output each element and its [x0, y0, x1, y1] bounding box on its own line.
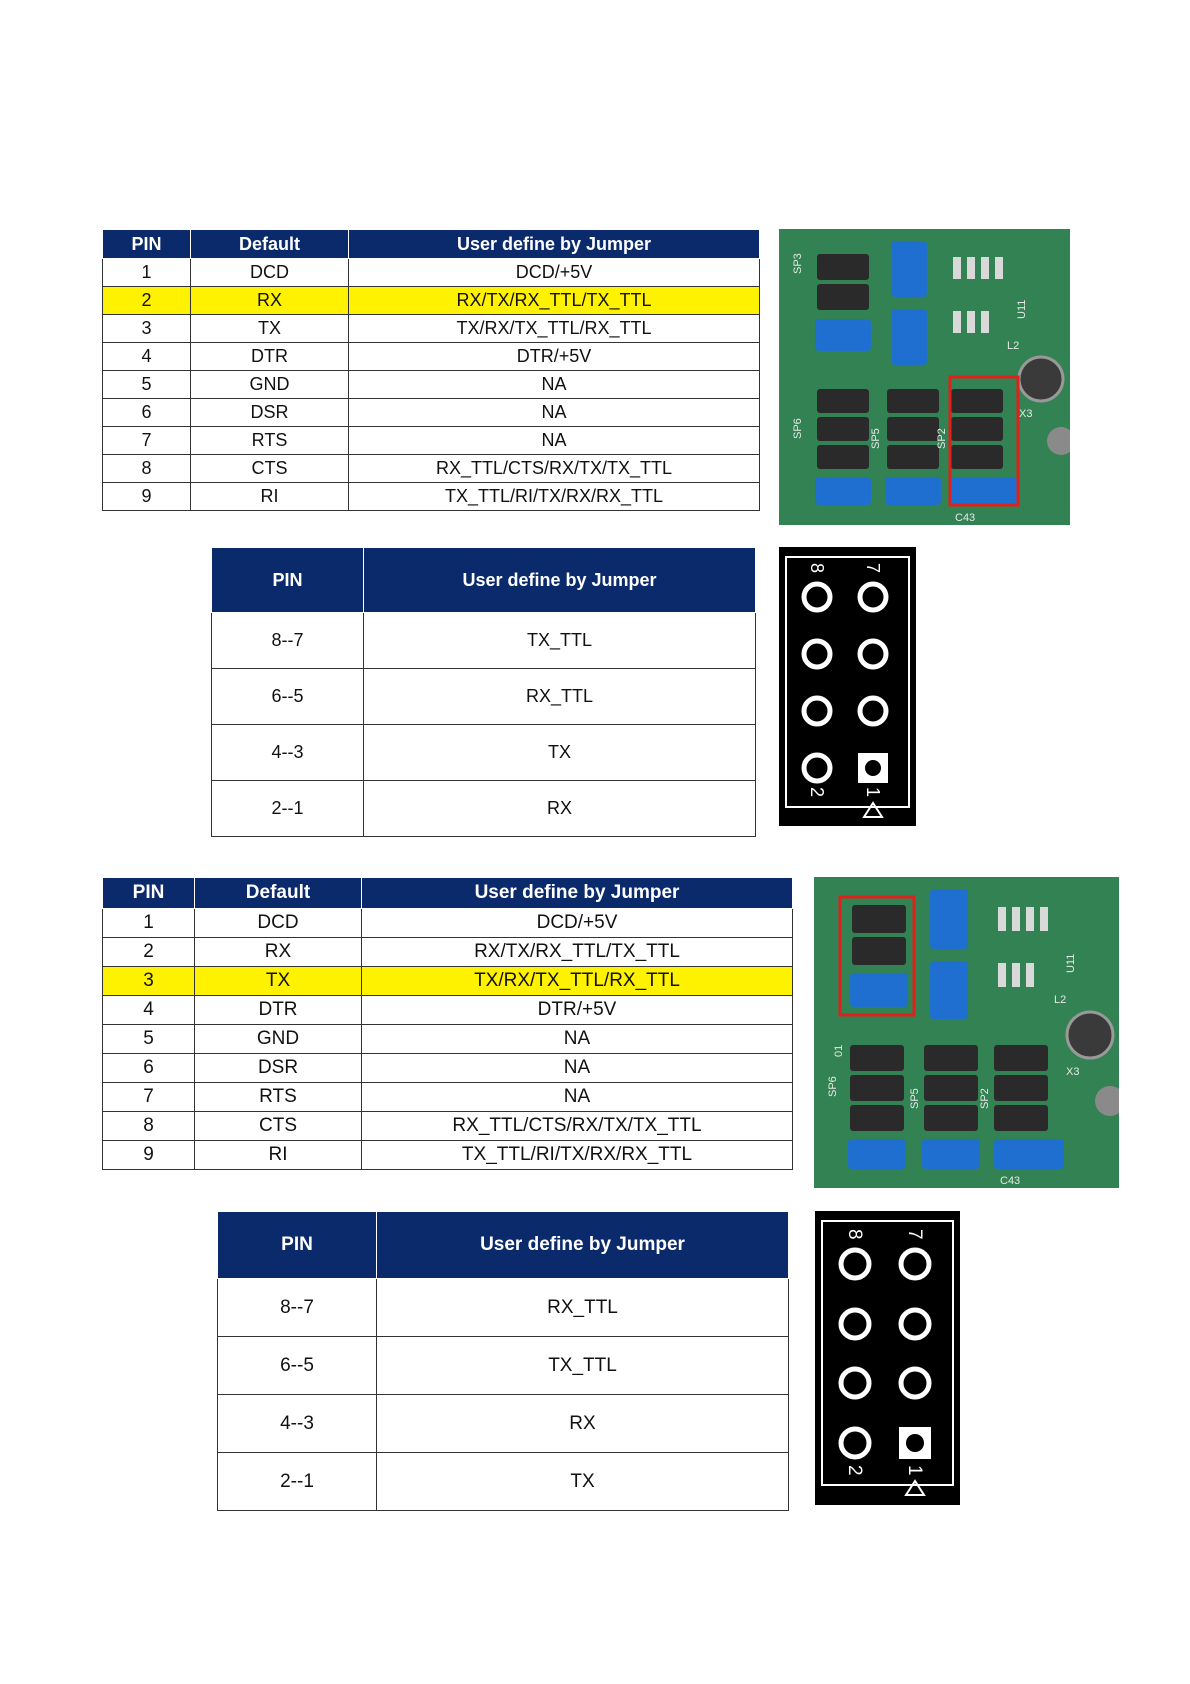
label-01: 01: [833, 1044, 845, 1057]
cell-user: DCD/+5V: [349, 259, 760, 287]
table-row: [103, 399, 760, 427]
cell-user: DTR/+5V: [362, 996, 793, 1025]
cell-pin: 6: [103, 399, 191, 427]
cell-user: DCD/+5V: [362, 909, 793, 938]
cell-user: RX/TX/RX_TTL/TX_TTL: [362, 938, 793, 967]
cell-user: RX_TTL: [377, 1279, 789, 1337]
table-row: [218, 1279, 789, 1337]
table-row: [103, 483, 760, 511]
header-pin: PIN: [103, 878, 195, 909]
cell-user: RX/TX/RX_TTL/TX_TTL: [349, 287, 760, 315]
header-default: Default: [191, 230, 349, 259]
header-user-define: User define by Jumper: [349, 230, 760, 259]
table-row: [218, 1395, 789, 1453]
cell-user: TX_TTL: [364, 613, 756, 669]
cell-default: DTR: [195, 996, 362, 1025]
label-sp2: SP2: [936, 428, 948, 449]
table-header-row: [103, 878, 793, 909]
cell-default: DSR: [191, 399, 349, 427]
cell-user: TX: [364, 725, 756, 781]
label-l2: L2: [1054, 994, 1067, 1006]
cell-pin: 3: [103, 967, 195, 996]
cell-pin: 2--1: [218, 1453, 377, 1511]
cell-pin: 4--3: [212, 725, 364, 781]
cell-user: RX: [377, 1395, 789, 1453]
label-x3: X3: [1066, 1066, 1080, 1078]
table-header-row: [218, 1212, 789, 1279]
table-row: [103, 1025, 793, 1054]
header-user-define: User define by Jumper: [362, 878, 793, 909]
cell-user: TX_TTL/RI/TX/RX/RX_TTL: [362, 1141, 793, 1170]
cell-pin: 2: [103, 287, 191, 315]
table-row: [218, 1337, 789, 1395]
cell-user: TX_TTL/RI/TX/RX/RX_TTL: [349, 483, 760, 511]
table-header-row: [212, 548, 756, 613]
cell-default: RTS: [191, 427, 349, 455]
header-pin: PIN: [218, 1212, 377, 1279]
cell-pin: 8--7: [212, 613, 364, 669]
table-row-highlighted: [103, 967, 793, 996]
cell-default: GND: [195, 1025, 362, 1054]
cell-pin: 4: [103, 996, 195, 1025]
cell-pin: 4: [103, 343, 191, 371]
table-header-row: [103, 230, 760, 259]
label-u11: U11: [1016, 299, 1028, 319]
pin-label-1: 1: [904, 1465, 925, 1476]
cell-default: RX: [191, 287, 349, 315]
cell-pin: 1: [103, 909, 195, 938]
label-x3: X3: [1019, 408, 1033, 420]
cell-default: TX: [195, 967, 362, 996]
pcb-photo-tx: [814, 877, 1119, 1188]
cell-pin: 4--3: [218, 1395, 377, 1453]
cell-user: RX_TTL/CTS/RX/TX/TX_TTL: [349, 455, 760, 483]
pinout-diagram-tx: [815, 1211, 960, 1505]
jumper-table-rx: [211, 547, 756, 837]
label-c43: C43: [1000, 1175, 1021, 1187]
cell-pin: 6--5: [218, 1337, 377, 1395]
header-user-define: User define by Jumper: [364, 548, 756, 613]
label-sp5: SP5: [909, 1088, 921, 1109]
table-row: [212, 781, 756, 837]
cell-user: DTR/+5V: [349, 343, 760, 371]
cell-default: DSR: [195, 1054, 362, 1083]
label-c43: C43: [955, 512, 976, 524]
table-row-highlighted: [103, 287, 760, 315]
cell-pin: 9: [103, 483, 191, 511]
cell-pin: 8: [103, 455, 191, 483]
cell-user: NA: [349, 399, 760, 427]
cell-default: RI: [191, 483, 349, 511]
pin-table-rx: [102, 229, 760, 511]
cell-user: RX_TTL: [364, 669, 756, 725]
cell-default: DTR: [191, 343, 349, 371]
label-sp6: SP6: [792, 418, 804, 439]
cell-user: NA: [362, 1025, 793, 1054]
table-row: [103, 938, 793, 967]
header-pin: PIN: [103, 230, 191, 259]
cell-user: TX: [377, 1453, 789, 1511]
cell-default: GND: [191, 371, 349, 399]
cell-pin: 9: [103, 1141, 195, 1170]
cell-default: DCD: [195, 909, 362, 938]
cell-pin: 5: [103, 1025, 195, 1054]
cell-default: RTS: [195, 1083, 362, 1112]
table-row: [103, 909, 793, 938]
table-row: [103, 455, 760, 483]
cell-default: RI: [195, 1141, 362, 1170]
label-sp3: SP3: [792, 253, 804, 274]
cell-pin: 1: [103, 259, 191, 287]
table-row: [103, 427, 760, 455]
table-row: [212, 725, 756, 781]
cell-user: TX/RX/TX_TTL/RX_TTL: [349, 315, 760, 343]
cell-default: DCD: [191, 259, 349, 287]
table-row: [212, 669, 756, 725]
cell-default: TX: [191, 315, 349, 343]
pin-label-8: 8: [807, 563, 827, 574]
pin-label-7: 7: [904, 1229, 925, 1240]
label-sp5: SP5: [870, 428, 882, 449]
cell-default: CTS: [191, 455, 349, 483]
table-row: [103, 315, 760, 343]
cell-pin: 6--5: [212, 669, 364, 725]
table-row: [103, 343, 760, 371]
table-row: [218, 1453, 789, 1511]
pin-table-tx: [102, 877, 793, 1170]
table-row: [103, 996, 793, 1025]
cell-pin: 5: [103, 371, 191, 399]
cell-pin: 2--1: [212, 781, 364, 837]
header-user-define: User define by Jumper: [377, 1212, 789, 1279]
pin-label-8: 8: [844, 1229, 865, 1240]
cell-pin: 7: [103, 427, 191, 455]
table-row: [103, 1112, 793, 1141]
pin-label-2: 2: [807, 787, 827, 798]
cell-user: NA: [349, 427, 760, 455]
cell-pin: 8--7: [218, 1279, 377, 1337]
cell-user: TX/RX/TX_TTL/RX_TTL: [362, 967, 793, 996]
label-u11: U11: [1065, 953, 1077, 973]
header-default: Default: [195, 878, 362, 909]
cell-default: RX: [195, 938, 362, 967]
table-row: [103, 1083, 793, 1112]
cell-pin: 8: [103, 1112, 195, 1141]
cell-pin: 3: [103, 315, 191, 343]
cell-pin: 2: [103, 938, 195, 967]
cell-user: NA: [349, 371, 760, 399]
pin-label-2: 2: [844, 1465, 865, 1476]
cell-pin: 7: [103, 1083, 195, 1112]
cell-pin: 6: [103, 1054, 195, 1083]
cell-default: CTS: [195, 1112, 362, 1141]
table-row: [103, 259, 760, 287]
header-pin: PIN: [212, 548, 364, 613]
cell-user: RX_TTL/CTS/RX/TX/TX_TTL: [362, 1112, 793, 1141]
label-sp6: SP6: [827, 1076, 839, 1097]
table-row: [212, 613, 756, 669]
jumper-table-tx: [217, 1211, 789, 1511]
cell-user: NA: [362, 1054, 793, 1083]
table-row: [103, 1141, 793, 1170]
label-sp2: SP2: [979, 1088, 991, 1109]
cell-user: RX: [364, 781, 756, 837]
label-l2: L2: [1007, 340, 1020, 352]
cell-user: TX_TTL: [377, 1337, 789, 1395]
table-row: [103, 371, 760, 399]
pcb-photo-rx: [779, 229, 1070, 525]
pin-label-7: 7: [863, 563, 883, 574]
pin-label-1: 1: [863, 787, 883, 798]
cell-user: NA: [362, 1083, 793, 1112]
pinout-diagram-rx: [779, 547, 916, 826]
table-row: [103, 1054, 793, 1083]
